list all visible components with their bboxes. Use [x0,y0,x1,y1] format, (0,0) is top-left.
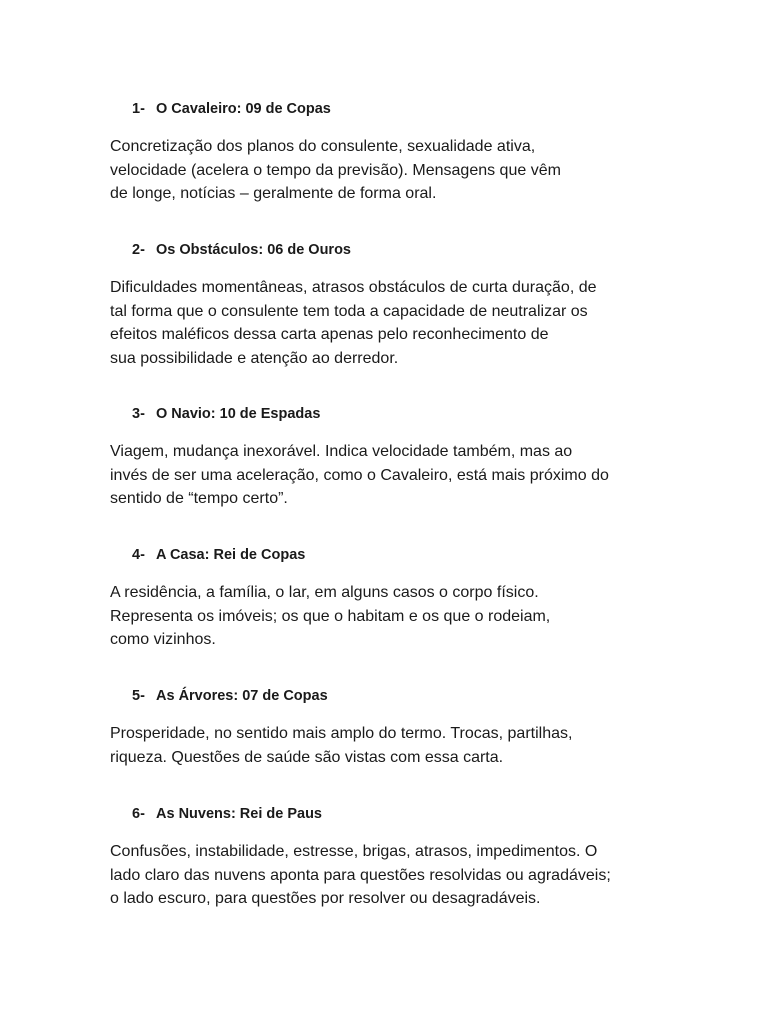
section-2 [110,241,710,370]
body-line: velocidade (acelera o tempo da previsão). Mensagens que vêm [110,161,561,179]
body-line: invés de ser uma aceleração, como o Cavaleiro, está mais próximo do [110,466,609,484]
section-heading [132,405,710,423]
section-number: 3- [132,406,145,422]
body-line: Prosperidade, no sentido mais amplo do termo. Trocas, partilhas, [110,725,573,742]
body-line: lado claro das nuvens aponta para questões resolvidas ou agradáveis; [110,866,611,884]
section-3 [110,405,710,511]
body-line: Dificuldades momentâneas, atrasos obstáculos de curta duração, de [110,279,597,296]
section-5 [110,687,710,769]
section-title: As Árvores: 07 de Copas [156,688,328,704]
section-title: Os Obstáculos: 06 de Ouros [156,242,351,258]
body-line: A residência, a família, o lar, em alguns casos o corpo físico. [110,584,539,601]
section-heading [132,805,710,823]
body-line: riqueza. Questões de saúde são vistas com essa carta. [110,748,504,766]
section-heading [132,241,710,259]
section-body [110,135,710,206]
body-line: sua possibilidade e atenção ao derredor. [110,349,399,367]
section-body [110,276,710,370]
section-title: O Cavaleiro: 09 de Copas [156,101,331,117]
body-line: tal forma que o consulente tem toda a capacidade de neutralizar os [110,302,588,320]
body-line: o lado escuro, para questões por resolver ou desagradáveis. [110,890,541,907]
body-line: Representa os imóveis; os que o habitam e os que o rodeiam, [110,607,551,625]
section-heading [132,100,710,118]
body-line: Viagem, mudança inexorável. Indica velocidade também, mas ao [110,443,573,460]
section-number: 1- [132,101,145,117]
section-number: 4- [132,547,145,563]
section-title: A Casa: Rei de Copas [156,547,306,563]
section-body [110,581,710,652]
section-number: 6- [132,806,145,822]
section-6 [110,805,710,911]
body-line: Confusões, instabilidade, estresse, brigas, atrasos, impedimentos. O [110,843,598,860]
body-line: como vizinhos. [110,631,216,648]
section-4 [110,546,710,652]
body-line: sentido de “tempo certo”. [110,490,288,507]
body-line: efeitos maléficos dessa carta apenas pelo reconhecimento de [110,326,549,343]
body-line: Concretização dos planos do consulente, sexualidade ativa, [110,138,536,155]
section-heading [132,546,710,564]
section-number: 2- [132,242,145,258]
section-body [110,840,710,911]
section-title: As Nuvens: Rei de Paus [156,806,322,822]
section-title: O Navio: 10 de Espadas [156,406,321,422]
section-body [110,440,710,511]
section-number: 5- [132,688,145,704]
section-body [110,722,710,769]
section-heading [132,687,710,705]
section-1 [110,100,710,206]
body-line: de longe, notícias – geralmente de forma oral. [110,185,437,202]
